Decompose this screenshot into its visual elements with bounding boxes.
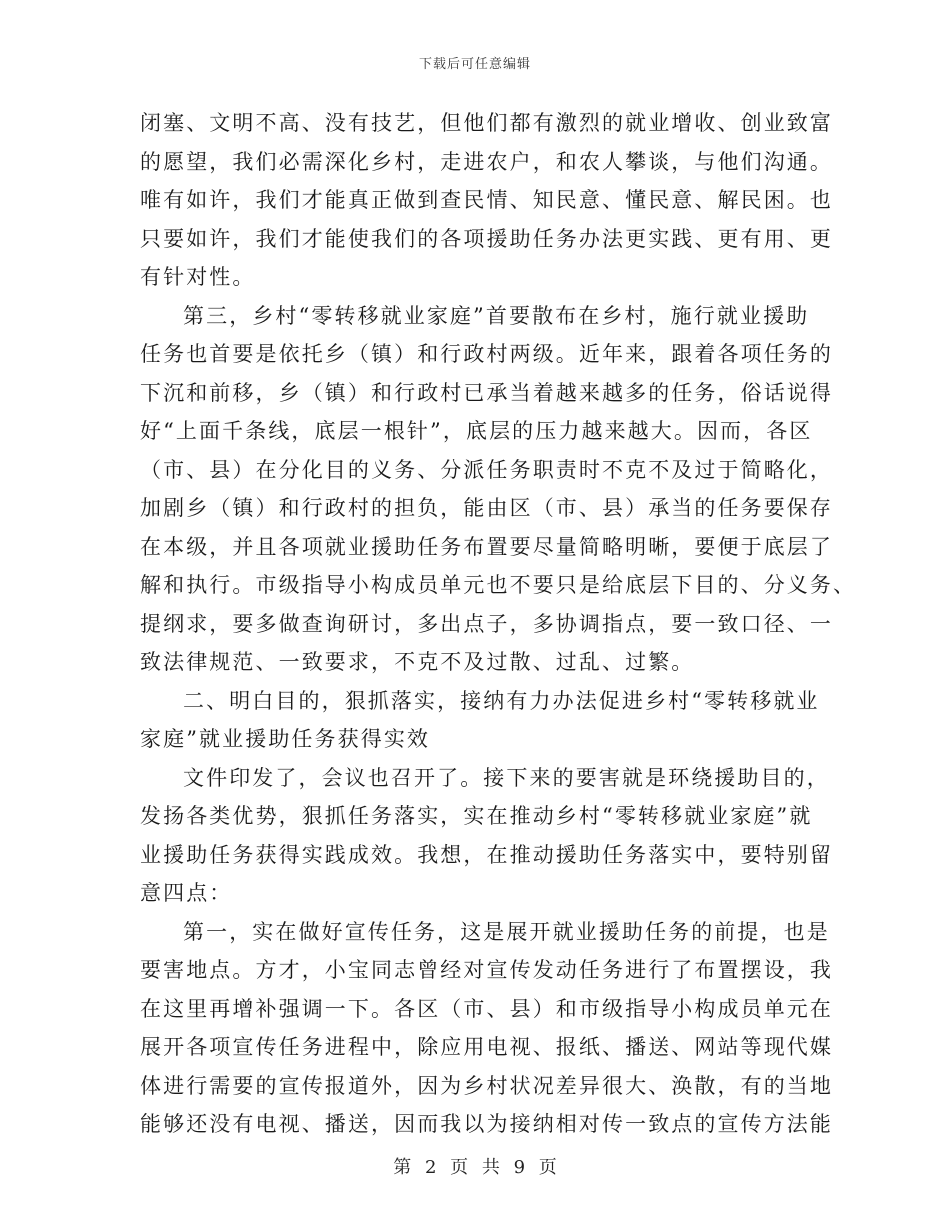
- text-line: 闭塞、文明不高、没有技艺，但他们都有激烈的就业增收、创业致富: [140, 111, 833, 135]
- text-line: 在本级，并且各项就业援助任务布置要尽量简略明晰，要便于底层了: [140, 534, 833, 559]
- text-line: 能够还没有电视、播送，因而我以为接纳相对传一致点的宣传方法能: [140, 1112, 833, 1136]
- text-line: （市、县）在分化目的义务、分派任务职责时不克不及过于简略化，: [140, 457, 833, 482]
- text-line: 有针对性。: [140, 265, 256, 289]
- text-line: 的愿望，我们必需深化乡村，走进农户，和农人攀谈，与他们沟通。: [140, 149, 833, 174]
- text-line: 体进行需要的宣传报道外，因为乡村状况差异很大、涣散，有的当地: [140, 1073, 833, 1098]
- text-line: 展开各项宣传任务进程中，除应用电视、报纸、播送、网站等现代媒: [140, 1035, 833, 1059]
- text-line: 提纲求，要多做查询研讨，多出点子，多协调指点，要一致口径、一: [140, 611, 833, 636]
- document-body: [140, 104, 857, 1144]
- footer-current-page: 2: [424, 1157, 437, 1178]
- text-line: 家庭”就业援助任务获得实效: [140, 727, 431, 751]
- text-line: 要害地点。方才，小宝同志曾经对宣传发动任务进行了布置摆设，我: [140, 958, 833, 982]
- text-line: 加剧乡（镇）和行政村的担负，能由区（市、县）承当的任务要保存: [140, 496, 833, 520]
- text-line: 任务也首要是依托乡（镇）和行政村两级。近年来，跟着各项任务的: [140, 342, 833, 366]
- text-line: 意四点：: [140, 881, 233, 905]
- text-line: 唯有如许，我们才能真正做到查民情、知民意、懂民意、解民困。也: [140, 188, 833, 212]
- text-line: 二、明白目的，狠抓落实，接纳有力办法促进乡村“零转移就业: [183, 688, 820, 713]
- text-line: 好“上面千条线，底层一根针”，底层的压力越来越大。因而，各区: [140, 419, 813, 443]
- text-line: 发扬各类优势，狠抓任务落实，实在推动乡村“零转移就业家庭”就: [140, 804, 813, 828]
- text-line: 文件印发了，会议也召开了。接下来的要害就是环绕援助目的，: [183, 765, 830, 790]
- text-line: 第三，乡村“零转移就业家庭”首要散布在乡村，施行就业援助: [183, 303, 810, 328]
- page-footer: [0, 1153, 950, 1179]
- footer-total-prefix: 共: [481, 1157, 500, 1178]
- footer-page-suffix: 页: [538, 1157, 557, 1178]
- text-line: 业援助任务获得实践成效。我想，在推动援助任务落实中，要特别留: [140, 842, 833, 867]
- text-line: 在这里再增补强调一下。各区（市、县）和市级指导小构成员单元在: [140, 996, 833, 1021]
- footer-total-pages: 9: [513, 1157, 526, 1178]
- page-header: 下载后可任意编辑: [418, 57, 531, 72]
- text-line: 解和执行。市级指导小构成员单元也不要只是给底层下目的、分义务、: [140, 573, 857, 597]
- text-line: 第一，实在做好宣传任务，这是展开就业援助任务的前提，也是: [183, 919, 830, 944]
- text-line: 致法律规范、一致要求，不克不及过散、过乱、过繁。: [140, 650, 695, 674]
- footer-page-prefix: 第: [393, 1157, 412, 1178]
- text-line: 下沉和前移，乡（镇）和行政村已承当着越来越多的任务，俗话说得: [140, 380, 833, 405]
- footer-page-label: 页: [450, 1157, 469, 1178]
- text-line: 只要如许，我们才能使我们的各项援助任务办法更实践、更有用、更: [140, 226, 833, 251]
